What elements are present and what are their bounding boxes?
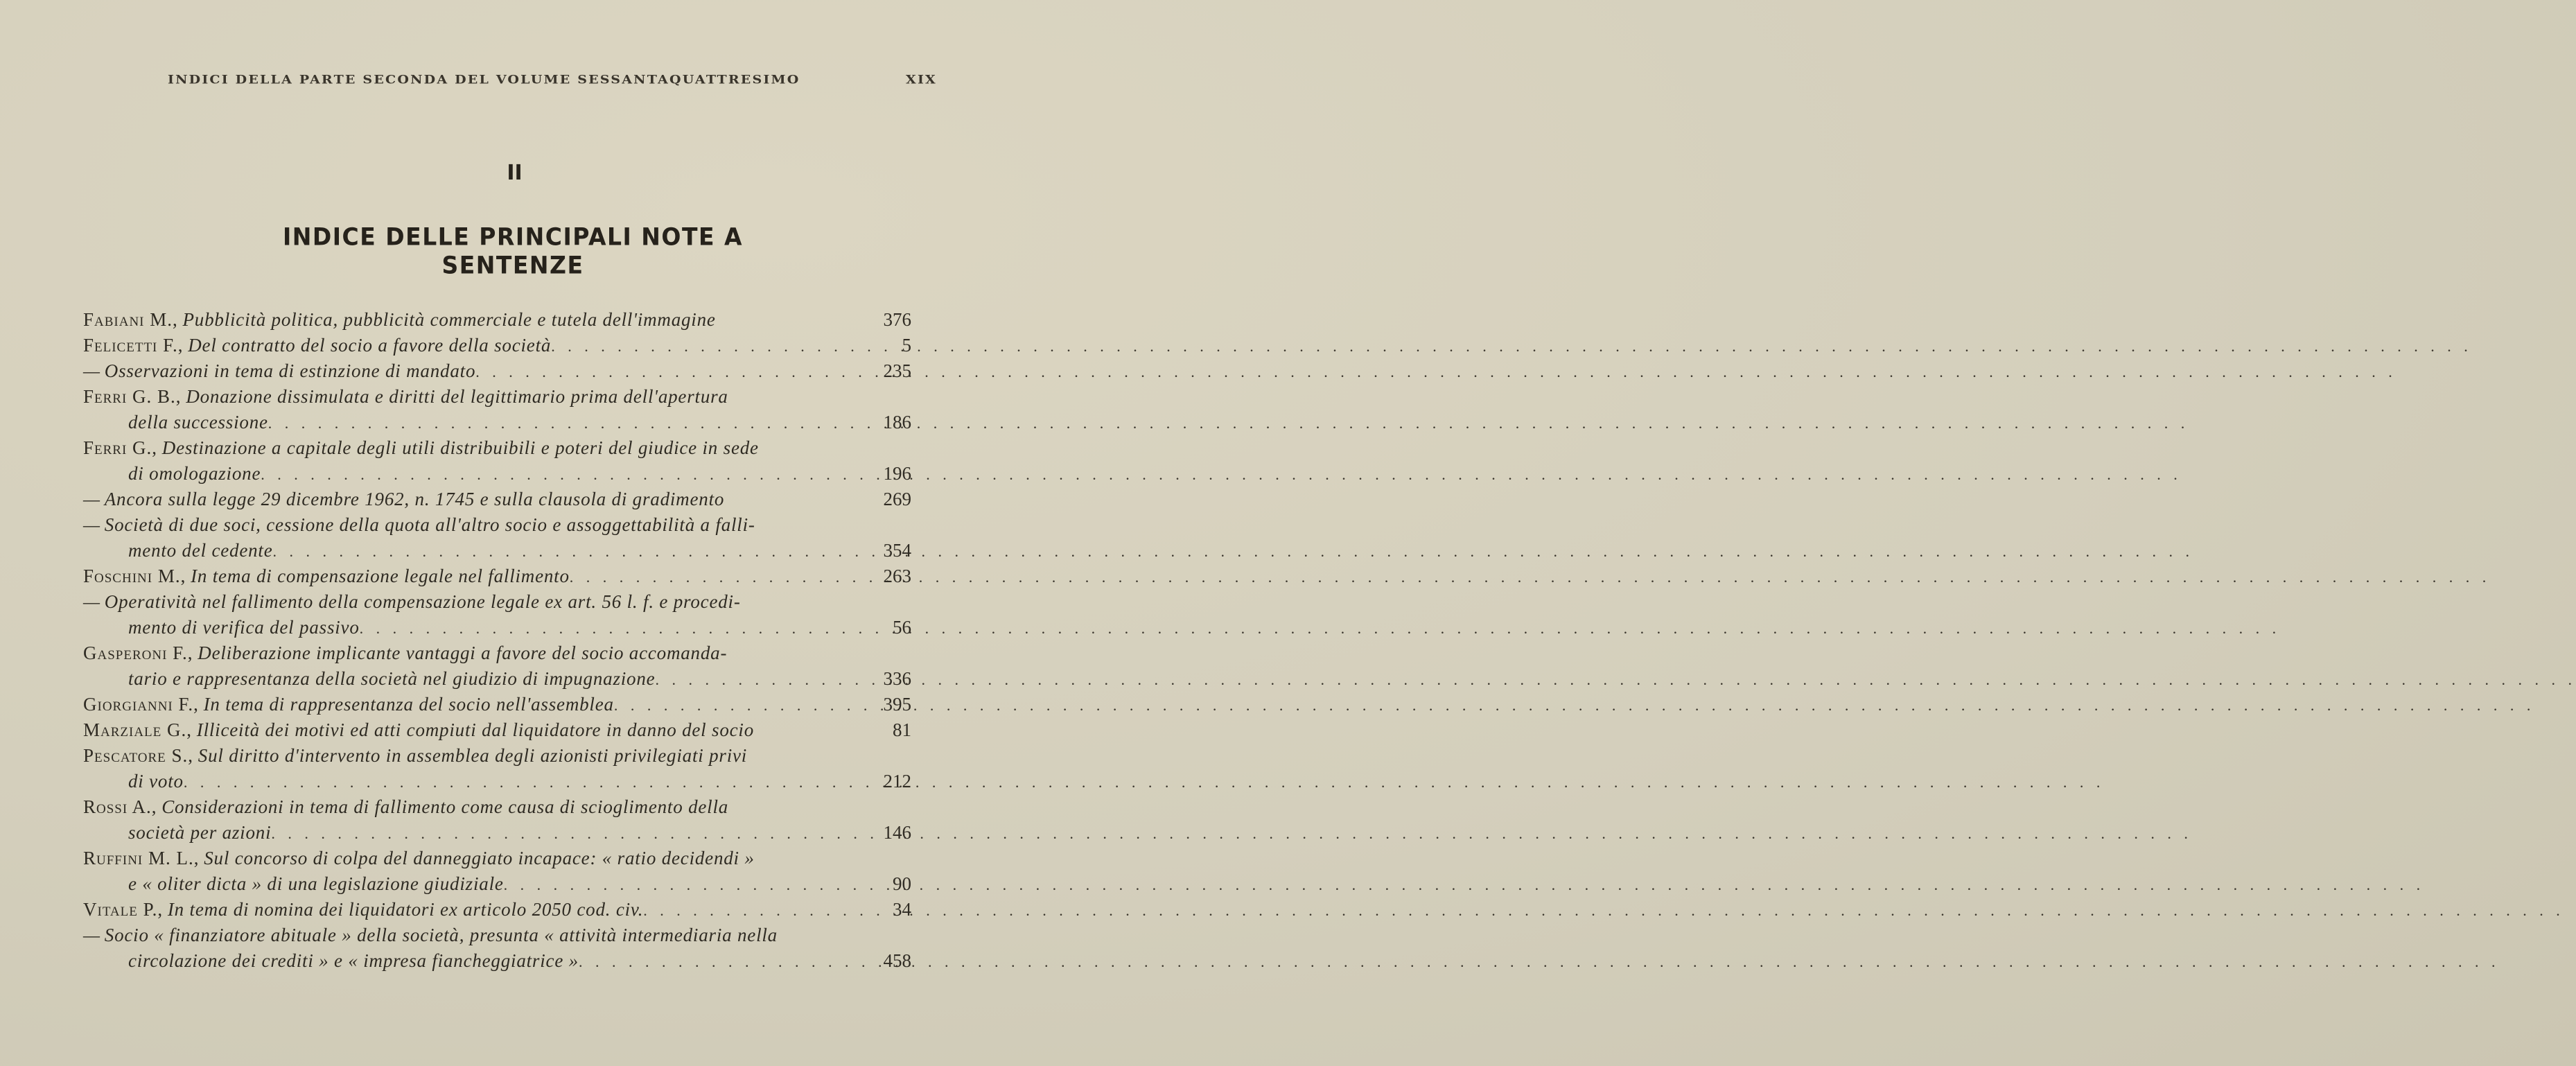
page-reference: 336 (883, 668, 911, 689)
index-entry-body (128, 615, 845, 641)
index-entry-body (83, 512, 845, 538)
page-reference: 212 (883, 771, 911, 792)
index-entry-line (83, 538, 943, 563)
index-entry-line (83, 435, 943, 461)
note-title: Società di due soci, cessione della quota all'altro socio e assoggettabilità a falli- (104, 514, 755, 535)
index-entry (83, 487, 943, 512)
index-entry (83, 384, 943, 435)
page-reference: 146 (883, 822, 911, 843)
index-entry-line (83, 487, 943, 512)
index-entry-line (83, 692, 943, 717)
note-title: Pubblicità politica, pubblicità commerciale e tutela dell'immagine (182, 309, 716, 330)
index-entry-text (83, 897, 643, 923)
index-entry-text (83, 846, 755, 871)
index-entry-line (83, 794, 943, 820)
index-entry-line (83, 743, 943, 769)
running-head (168, 73, 937, 87)
index-entry-text (83, 384, 728, 410)
note-title: mento di verifica del passivo (128, 617, 360, 638)
author-name: Ruffini M. L., (83, 848, 200, 868)
running-head-page-number: XIX (906, 73, 937, 87)
page-reference: 56 (893, 617, 911, 638)
author-name: Felicetti F., (83, 335, 184, 356)
section-title: INDICE DELLE PRINCIPALI NOTE A SENTENZE (282, 222, 744, 279)
index-entry-text (83, 640, 727, 666)
index-entry (83, 640, 943, 692)
page-reference: 235 (883, 360, 911, 381)
author-name: Giorgianni F., (83, 694, 199, 715)
index-entry-body (83, 307, 845, 333)
index-entry-text (83, 692, 614, 717)
index-entry-line (83, 846, 943, 871)
index-entry-line (83, 820, 943, 846)
index-entry-text (83, 923, 778, 948)
index-entry-line (83, 615, 943, 640)
index-entry-body (83, 717, 845, 743)
note-title: Socio « finanziatore abituale » della società, presunta « attività intermediaria nella (104, 925, 778, 945)
same-author-dash: — (83, 514, 100, 535)
page-reference: 5 (902, 335, 911, 356)
index-entry-text (83, 589, 741, 615)
author-name: Foschini M., (83, 566, 186, 586)
note-title: Illiceità dei motivi ed atti compiuti dal liquidatore in danno del socio (196, 719, 755, 740)
page-reference: 81 (893, 719, 911, 740)
index-entry-body (128, 769, 845, 795)
dot-leader (475, 359, 2397, 385)
index-entry (83, 897, 943, 923)
note-title: In tema di compensazione legale nel fallimento (191, 566, 570, 586)
dot-leader (268, 410, 2189, 436)
index-entry-body (83, 743, 845, 769)
index-entry-text (128, 615, 360, 640)
index-entry (83, 794, 943, 846)
index-entry-text (128, 461, 261, 487)
note-title: di omologazione (128, 463, 261, 484)
note-title: Donazione dissimulata e diritti del legittimario prima dell'apertura (186, 386, 728, 407)
index-entry-text (83, 563, 570, 589)
note-title: Operatività nel fallimento della compensazione legale ex art. 56 l. f. e procedi- (104, 591, 741, 612)
note-title: Osservazioni in tema di estinzione di mandato (104, 360, 476, 381)
note-title: e « oliter dicta » di una legislazione giudiziale (128, 873, 504, 894)
index-entry-line (83, 307, 943, 333)
author-name: Rossi A., (83, 796, 157, 817)
index-entry (83, 717, 943, 743)
page-reference: 196 (883, 463, 911, 484)
index-entry-line (83, 666, 943, 692)
index-entry-text (128, 538, 273, 563)
index-entry-text (83, 794, 728, 820)
index-entry-text (83, 743, 747, 769)
note-title: In tema di nomina dei liquidatori ex articolo 2050 cod. civ. (167, 899, 644, 920)
author-name: Fabiani M., (83, 309, 178, 330)
note-title: società per azioni (128, 822, 272, 843)
index-entry-text (128, 820, 271, 846)
page-reference: 90 (893, 873, 911, 894)
index-entry-line (83, 948, 943, 974)
index-entry-body (83, 563, 845, 590)
page-reference: 376 (883, 309, 911, 330)
index-entry (83, 333, 943, 358)
page-reference: 269 (883, 489, 911, 509)
index-entry-line (83, 384, 943, 410)
index-entry (83, 358, 943, 384)
index-entry-line (83, 333, 943, 358)
author-name: Ferri G. B., (83, 386, 182, 407)
index-entry-text (128, 769, 184, 794)
index-entry-line (83, 410, 943, 435)
index-entry-line (83, 358, 943, 384)
note-title: della successione (128, 412, 268, 432)
index-entry-text (128, 410, 268, 435)
index-entry (83, 512, 943, 563)
page-reference: 354 (883, 540, 911, 561)
section-number: II (507, 161, 523, 185)
index-entry-line (83, 461, 943, 487)
same-author-dash: — (83, 360, 100, 381)
dot-leader (504, 872, 2425, 898)
page-reference: 263 (883, 566, 911, 586)
index-entry-text (83, 333, 551, 358)
index-entry-text (128, 871, 504, 897)
index-entry-body (128, 538, 845, 564)
index-entry-body (128, 461, 845, 487)
author-name: Ferri G., (83, 437, 158, 458)
index-entry-body (83, 487, 845, 512)
index-entry-line (83, 512, 943, 538)
dot-leader (655, 667, 2576, 692)
index-entry-body (83, 435, 845, 461)
index-entry-line (83, 923, 943, 948)
index-entry-line (83, 589, 943, 615)
index-entry-text (83, 487, 724, 512)
note-title: Considerazioni in tema di fallimento come causa di scioglimento della (161, 796, 729, 817)
index-entry-body (83, 358, 845, 385)
note-title: Sul concorso di colpa del danneggiato incapace: « ratio decidendi » (204, 848, 755, 868)
index-entry-text (128, 948, 579, 974)
dot-leader (643, 898, 2564, 923)
note-title: circolazione dei crediti » e « impresa fiancheggiatrice » (128, 950, 579, 971)
note-title: tario e rappresentanza della società nel giudizio di impugnazione (128, 668, 656, 689)
page-reference: 186 (883, 412, 911, 432)
index-entry-text (128, 666, 655, 692)
dot-leader (271, 821, 2192, 846)
note-title: Destinazione a capitale degli utili distribuibili e poteri del giudice in sede (161, 437, 759, 458)
index-entry-body (83, 384, 845, 410)
same-author-dash: — (83, 591, 100, 612)
dot-leader (273, 539, 2194, 564)
note-title: mento del cedente (128, 540, 273, 561)
index-entry-body (83, 692, 845, 718)
index-entry-body (83, 897, 845, 923)
index-entry-body (83, 794, 845, 820)
index-entry-text (83, 358, 475, 384)
note-title: Deliberazione implicante vantaggi a favore del socio accomanda- (198, 643, 728, 663)
index-entry-body (83, 333, 845, 359)
index-entry-body (128, 820, 845, 846)
same-author-dash: — (83, 489, 100, 509)
index-entry-body (128, 948, 845, 975)
index-entry (83, 846, 943, 897)
dot-leader (184, 769, 2105, 795)
note-title: Sul diritto d'intervento in assemblea degli azionisti privilegiati privi (198, 745, 748, 766)
index-entry-line (83, 640, 943, 666)
index-entry-line (83, 717, 943, 743)
index-entry-text (83, 512, 755, 538)
index-entry (83, 563, 943, 589)
index-entry (83, 692, 943, 717)
dot-leader (360, 615, 2281, 641)
index-entry-body (128, 666, 845, 692)
index-entry (83, 923, 943, 974)
dot-leader (551, 333, 2472, 359)
index-entry (83, 435, 943, 487)
index-entry-line (83, 897, 943, 923)
index-entry-text (83, 435, 759, 461)
same-author-dash: — (83, 925, 100, 945)
note-title: In tema di rappresentanza del socio nell'assemblea (203, 694, 614, 715)
page-reference: 458 (883, 950, 911, 971)
index-list (83, 307, 943, 974)
index-entry-body (83, 589, 845, 615)
note-title: Ancora sulla legge 29 dicembre 1962, n. 1745 e sulla clausola di gradimento (104, 489, 725, 509)
index-entry-body (128, 410, 845, 436)
index-entry-body (128, 871, 845, 898)
page-reference: 34 (893, 899, 911, 920)
index-entry-line (83, 871, 943, 897)
index-entry (83, 307, 943, 333)
dot-leader (261, 462, 2182, 487)
index-entry (83, 743, 943, 794)
index-entry-line (83, 769, 943, 794)
author-name: Vitale P., (83, 899, 164, 920)
index-entry-body (83, 923, 845, 948)
author-name: Pescatore S., (83, 745, 194, 766)
index-entry-text (83, 307, 716, 333)
author-name: Marziale G., (83, 719, 193, 740)
index-entry-line (83, 563, 943, 589)
author-name: Gasperoni F., (83, 643, 193, 663)
running-head-title: INDICI DELLA PARTE SECONDA DEL VOLUME SESSANTAQUATTRESIMO (168, 73, 800, 87)
index-entry-body (83, 640, 845, 666)
page-reference: 395 (883, 694, 911, 715)
note-title: di voto (128, 771, 184, 792)
index-entry (83, 589, 943, 640)
note-title: Del contratto del socio a favore della società (188, 335, 552, 356)
index-entry-text (83, 717, 754, 743)
index-entry-body (83, 846, 845, 871)
